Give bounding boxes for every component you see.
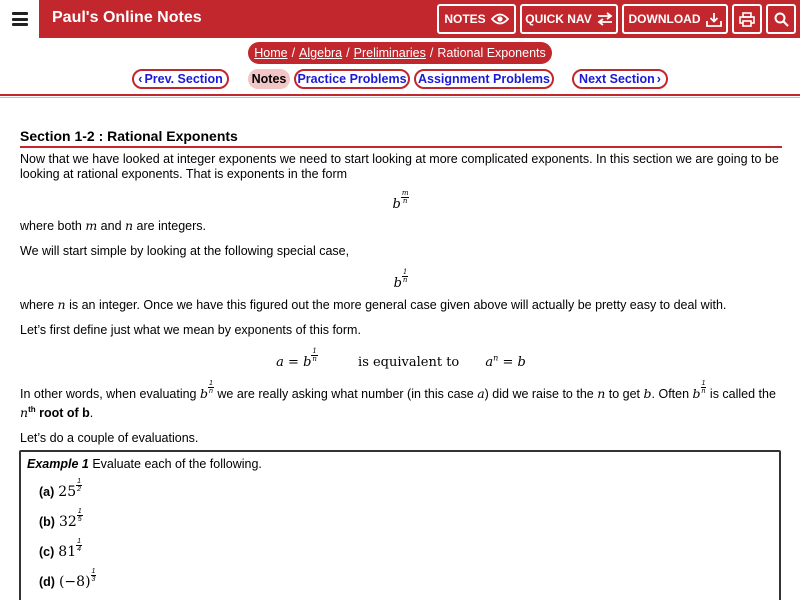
main-content [20,128,782,446]
tab-practice-problems[interactable] [294,69,410,89]
intro-paragraph: Now that we have looked at integer exponents we need to start looking at more complicated exponents. In this section we are going to be looking at rational exponents. That is exponents in the form [20,152,779,181]
special-case-paragraph: We will start simple by looking at the following special case, [20,244,350,258]
example-item-d: (d) (−8) $\frac{1}{3}$ [39,568,96,590]
quick-nav-label: QUICK NAV [525,12,592,26]
site-title[interactable]: Paul's Online Notes [52,9,202,26]
tab-notes[interactable] [248,69,290,89]
nav-divider [0,94,800,96]
explanation-paragraph: In other words, when evaluating b $\frac{1}{n}$ we are really asking what number (in this case a) did we raise to the n to get b. Often b $\frac{1}{n}$ is called the $n^{th}$ root of b. [20,380,776,421]
example-heading: Example 1 Evaluate each of the following. [27,457,262,471]
breadcrumb-preliminaries[interactable]: Preliminaries [353,46,426,60]
formula-b-1-over-n: b $\frac{1}{n}$ [393,268,408,291]
print-button[interactable] [732,4,762,34]
breadcrumb-algebra[interactable]: Algebra [299,46,343,60]
definition-paragraph: Let’s first define just what we mean by exponents of this form. [20,323,361,337]
download-icon [706,12,722,27]
integer-paragraph: where n is an integer. Once we have this figured out the more general case given above will actually be pretty easy to deal with. [20,297,727,312]
chevron-left-icon: ‹ [138,72,143,86]
evaluations-paragraph: Let’s do a couple of evaluations. [20,431,199,446]
chevron-right-icon: › [656,72,661,86]
download-button[interactable] [622,4,728,34]
breadcrumb-home[interactable]: Home [254,46,288,60]
swap-arrows-icon [597,12,613,26]
formula-b-m-over-n: b $\frac{m}{n}$ [392,189,409,212]
eye-icon [491,13,509,25]
menu-button[interactable] [0,0,39,38]
next-section-link[interactable] [572,69,668,89]
assignment-tab-label: Assignment Problems [418,72,550,86]
prev-section-link[interactable] [132,69,229,89]
section-title: Section 1-2 : Rational Exponents [20,128,782,148]
top-header [0,0,800,38]
example-item-c: (c) 81 $\frac{1}{4}$ [39,538,82,560]
example-item-a: (a) 25 $\frac{1}{2}$ [39,478,82,500]
tab-assignment-problems[interactable] [414,69,554,89]
breadcrumb: Home / Algebra / Preliminaries / Rational Exponents [248,42,552,64]
notes-button-label: NOTES [444,12,486,26]
search-button[interactable] [766,4,796,34]
search-icon [774,12,789,27]
notes-tab-label: Notes [251,72,287,86]
example-item-b: (b) 32 $\frac{1}{5}$ [39,508,82,530]
hamburger-icon [12,12,28,26]
notes-button[interactable] [437,4,516,34]
download-label: DOWNLOAD [628,12,701,26]
nav-divider-shadow [0,97,800,98]
example-box [19,450,781,600]
breadcrumb-current: Rational Exponents [437,46,546,60]
prev-section-label: Prev. Section [144,72,223,86]
equivalence-formula: a = b $\frac{1}{n}$ is equivalent to $a^n = b$ [276,347,526,370]
printer-icon [739,12,755,27]
integers-paragraph: where both m and n are integers. [20,218,207,233]
quick-nav-button[interactable] [520,4,618,34]
practice-tab-label: Practice Problems [297,72,407,86]
next-section-label: Next Section [579,72,655,86]
